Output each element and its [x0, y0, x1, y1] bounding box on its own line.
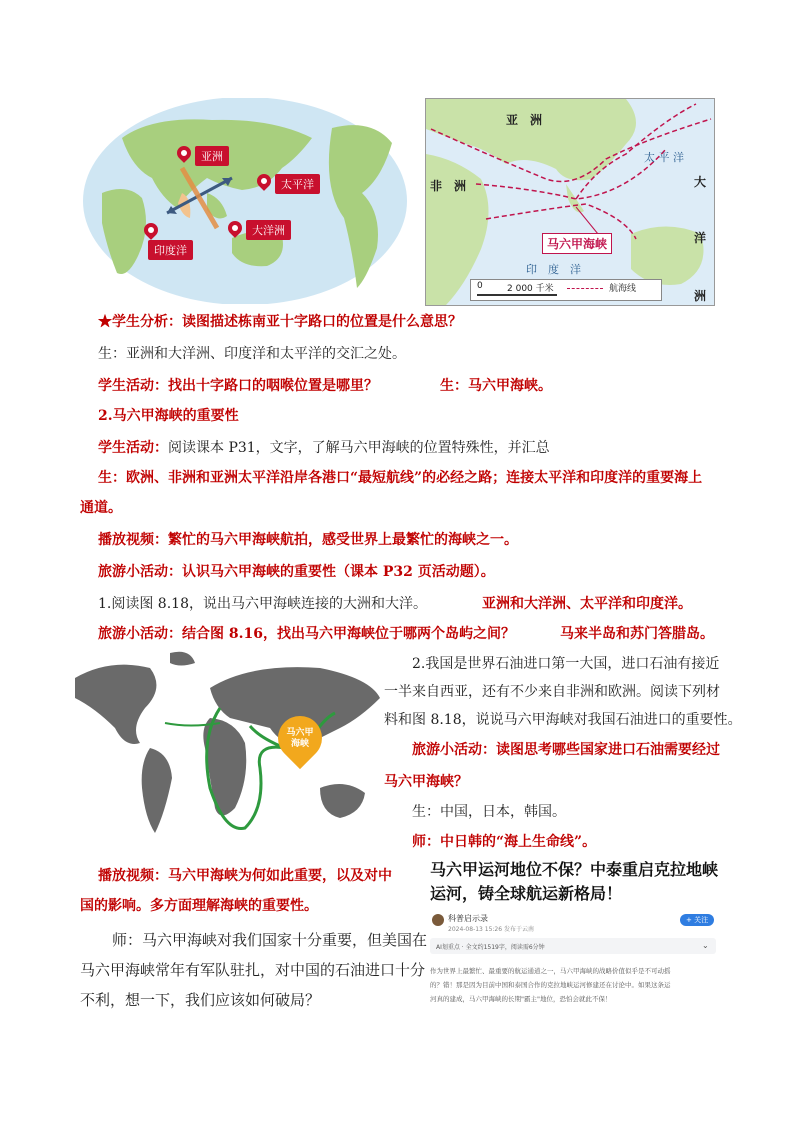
- label-asia: 亚洲: [195, 146, 229, 166]
- label-oceania: 大洋洲: [246, 220, 291, 240]
- news-paragraph-3: 河真的建成，马六甲海峡的长期"霸主"地位，恐怕会就此不保！: [430, 995, 612, 1003]
- line-video-2-cont: 国的影响。多方面理解海峡的重要性。: [80, 898, 318, 914]
- line-video-2: 播放视频：马六甲海峡为何如此重要，以及对中: [98, 868, 392, 884]
- line-video-1: 播放视频：繁忙的马六甲海峡航拍，感受世界上最繁忙的海峡之一。: [98, 532, 518, 548]
- line-answer-5: 马来半岛和苏门答腊岛。: [560, 626, 714, 642]
- line-answer-1: 生：亚洲和大洋洲、印度洋和太平洋的交汇之处。: [98, 346, 406, 362]
- label-africa: 非 洲: [430, 179, 467, 193]
- label-indian: 印 度 洋: [526, 263, 581, 276]
- scale-text: 2 000 千米: [507, 284, 554, 294]
- content: 阅读课本 P31，文字，了解马六甲海峡的位置特殊性，并汇总: [168, 440, 550, 456]
- news-paragraph-2: 的？错！那是因为目前中国和泰国合作的克拉地峡运河修建还在讨论中。如果这条运: [430, 981, 671, 989]
- oil-route-map: [70, 648, 388, 852]
- line-answer-4: 亚洲和大洋洲、太平洋和印度洋。: [482, 596, 692, 612]
- label: ★学生分析：: [98, 314, 182, 330]
- line-answer-2: 生：马六甲海峡。: [440, 378, 552, 394]
- ai-summary-bar[interactable]: [430, 938, 716, 954]
- line-oil-2: 一半来自西亚，还有不少来自非洲和欧洲。阅读下列材: [384, 684, 720, 700]
- line-question-1: 1.阅读图 8.18，说出马六甲海峡连接的大洲和大洋。: [98, 596, 427, 612]
- line-teacher-1: 师：中日韩的“海上生命线”。: [412, 834, 597, 850]
- news-title-1: 马六甲运河地位不保？中泰重启克拉地峡: [430, 860, 719, 879]
- line-teacher-2-cont1: 马六甲海峡常年有军队驻扎，对中国的石油进口十分: [80, 961, 426, 979]
- line-travel-activity-3: 旅游小活动：读图思考哪些国家进口石油需要经过: [412, 742, 720, 758]
- legend-label: 航海线: [609, 284, 637, 294]
- scale-bar: [477, 294, 557, 296]
- question: 读图描述栋南亚十字路口的位置是什么意思？: [182, 314, 462, 330]
- section-heading: 2.马六甲海峡的重要性: [98, 408, 239, 424]
- sea-route-map: [425, 98, 715, 306]
- map-legend: [470, 279, 662, 301]
- line-travel-activity-1: 旅游小活动：认识马六甲海峡的重要性（课本 P32 页活动题）。: [98, 564, 495, 580]
- line-oil-1: 2.我国是世界石油进口第一大国，进口石油有接近: [412, 656, 720, 672]
- strait-pin-label: 马六甲海峡: [286, 728, 314, 749]
- line-answer-6: 生：中国，日本，韩国。: [412, 804, 566, 820]
- line-teacher-2: 师：马六甲海峡对我们国家十分重要，但美国在: [112, 931, 428, 949]
- label-indian: 印度洋: [148, 240, 193, 260]
- label-pacific: 太 平 洋: [644, 151, 684, 164]
- legend-line: [567, 288, 603, 289]
- follow-button[interactable]: + 关注: [680, 914, 714, 926]
- line-travel-activity-2: 旅游小活动：结合图 8.16，找出马六甲海峡位于哪两个岛屿之间？: [98, 626, 515, 642]
- post-meta: 2024-08-13 15:26 发布于云南: [448, 926, 534, 933]
- line-student-analysis: [98, 312, 462, 332]
- label-da: 大: [694, 175, 707, 189]
- ai-summary-label: AI划重点 · 全文约1519字，阅读需6分钟: [436, 944, 545, 951]
- label: 学生活动：: [98, 440, 168, 456]
- label-asia: 亚 洲: [506, 113, 543, 127]
- line-activity-1: 学生活动：找出十字路口的咽喉位置是哪里？: [98, 378, 378, 394]
- line-travel-activity-3-cont: 马六甲海峡？: [384, 774, 468, 790]
- label-pacific: 太平洋: [275, 174, 320, 194]
- avatar: [432, 914, 444, 926]
- strait-label: 马六甲海峡: [542, 233, 612, 254]
- line-answer-3: 生：欧洲、非洲和亚洲太平洋沿岸各港口“最短航线”的必经之路；连接太平洋和印度洋的重要海上: [98, 470, 703, 486]
- news-title-2: 运河，铸全球航运新格局！: [430, 884, 623, 903]
- author-name[interactable]: 科普启示录: [448, 914, 488, 923]
- scale-zero: 0: [477, 281, 483, 291]
- line-answer-3-cont: 通道。: [80, 500, 122, 516]
- news-paragraph-1: 作为世界上最繁忙、最重要的航运通道之一，马六甲海峡的战略价值似乎是不可动摇: [430, 967, 671, 975]
- label-yang: 洋: [694, 231, 707, 245]
- chevron-down-icon: ⌄: [702, 941, 709, 950]
- news-card: [430, 858, 720, 1018]
- world-crossroads-map: [82, 98, 408, 304]
- line-teacher-2-cont2: 不利，想一下，我们应该如何破局？: [80, 991, 321, 1009]
- line-activity-2: [98, 438, 550, 458]
- label-zhou: 洲: [694, 289, 707, 303]
- line-oil-3: 料和图 8.18，说说马六甲海峡对我国石油进口的重要性。: [384, 712, 742, 728]
